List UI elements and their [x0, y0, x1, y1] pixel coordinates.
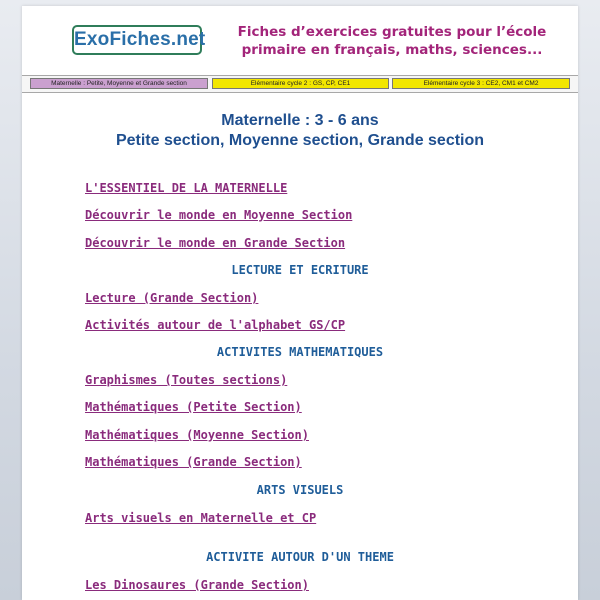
- tagline-line-1: Fiches d’exercices gratuites pour l’école: [237, 24, 547, 40]
- content-list: [22, 6, 578, 600]
- heading-activites-mathematiques: ACTIVITES MATHEMATIQUES: [216, 345, 384, 359]
- nav-tab-cycle-3[interactable]: Elémentaire cycle 3 : CE2, CM1 et CM2: [392, 78, 570, 89]
- heading-activite-theme: ACTIVITE AUTOUR D'UN THEME: [206, 550, 394, 564]
- link-alphabet-gs-cp[interactable]: Activités autour de l'alphabet GS/CP: [85, 318, 346, 332]
- heading-arts-visuels: ARTS VISUELS: [256, 483, 344, 497]
- page-container: [22, 6, 578, 600]
- link-dinosaures[interactable]: Les Dinosaures (Grande Section): [85, 578, 309, 592]
- nav-tab-cycle-2[interactable]: Elémentaire cycle 2 : GS, CP, CE1: [212, 78, 389, 89]
- tagline-line-2: primaire en français, maths, sciences...: [241, 42, 543, 58]
- page-title-line-2: Petite section, Moyenne section, Grande section: [115, 132, 485, 149]
- link-monde-moyenne-section[interactable]: Découvrir le monde en Moyenne Section: [85, 208, 353, 222]
- nav-tab-maternelle[interactable]: Maternelle : Petite, Moyenne et Grande section: [30, 78, 208, 89]
- link-essentiel-maternelle[interactable]: L'ESSENTIEL DE LA MATERNELLE: [85, 181, 288, 195]
- link-maths-petite-section[interactable]: Mathématiques (Petite Section): [85, 400, 302, 414]
- link-arts-visuels[interactable]: Arts visuels en Maternelle et CP: [85, 511, 317, 525]
- link-maths-grande-section[interactable]: Mathématiques (Grande Section): [85, 455, 302, 469]
- link-graphismes[interactable]: Graphismes (Toutes sections): [85, 373, 288, 387]
- site-logo[interactable]: ExoFiches.net: [72, 25, 202, 55]
- heading-lecture-ecriture: LECTURE ET ECRITURE: [231, 263, 369, 277]
- link-monde-grande-section[interactable]: Découvrir le monde en Grande Section: [85, 236, 346, 250]
- link-lecture-grande-section[interactable]: Lecture (Grande Section): [85, 291, 259, 305]
- link-maths-moyenne-section[interactable]: Mathématiques (Moyenne Section): [85, 428, 309, 442]
- page-title-line-1: Maternelle : 3 - 6 ans: [221, 112, 379, 129]
